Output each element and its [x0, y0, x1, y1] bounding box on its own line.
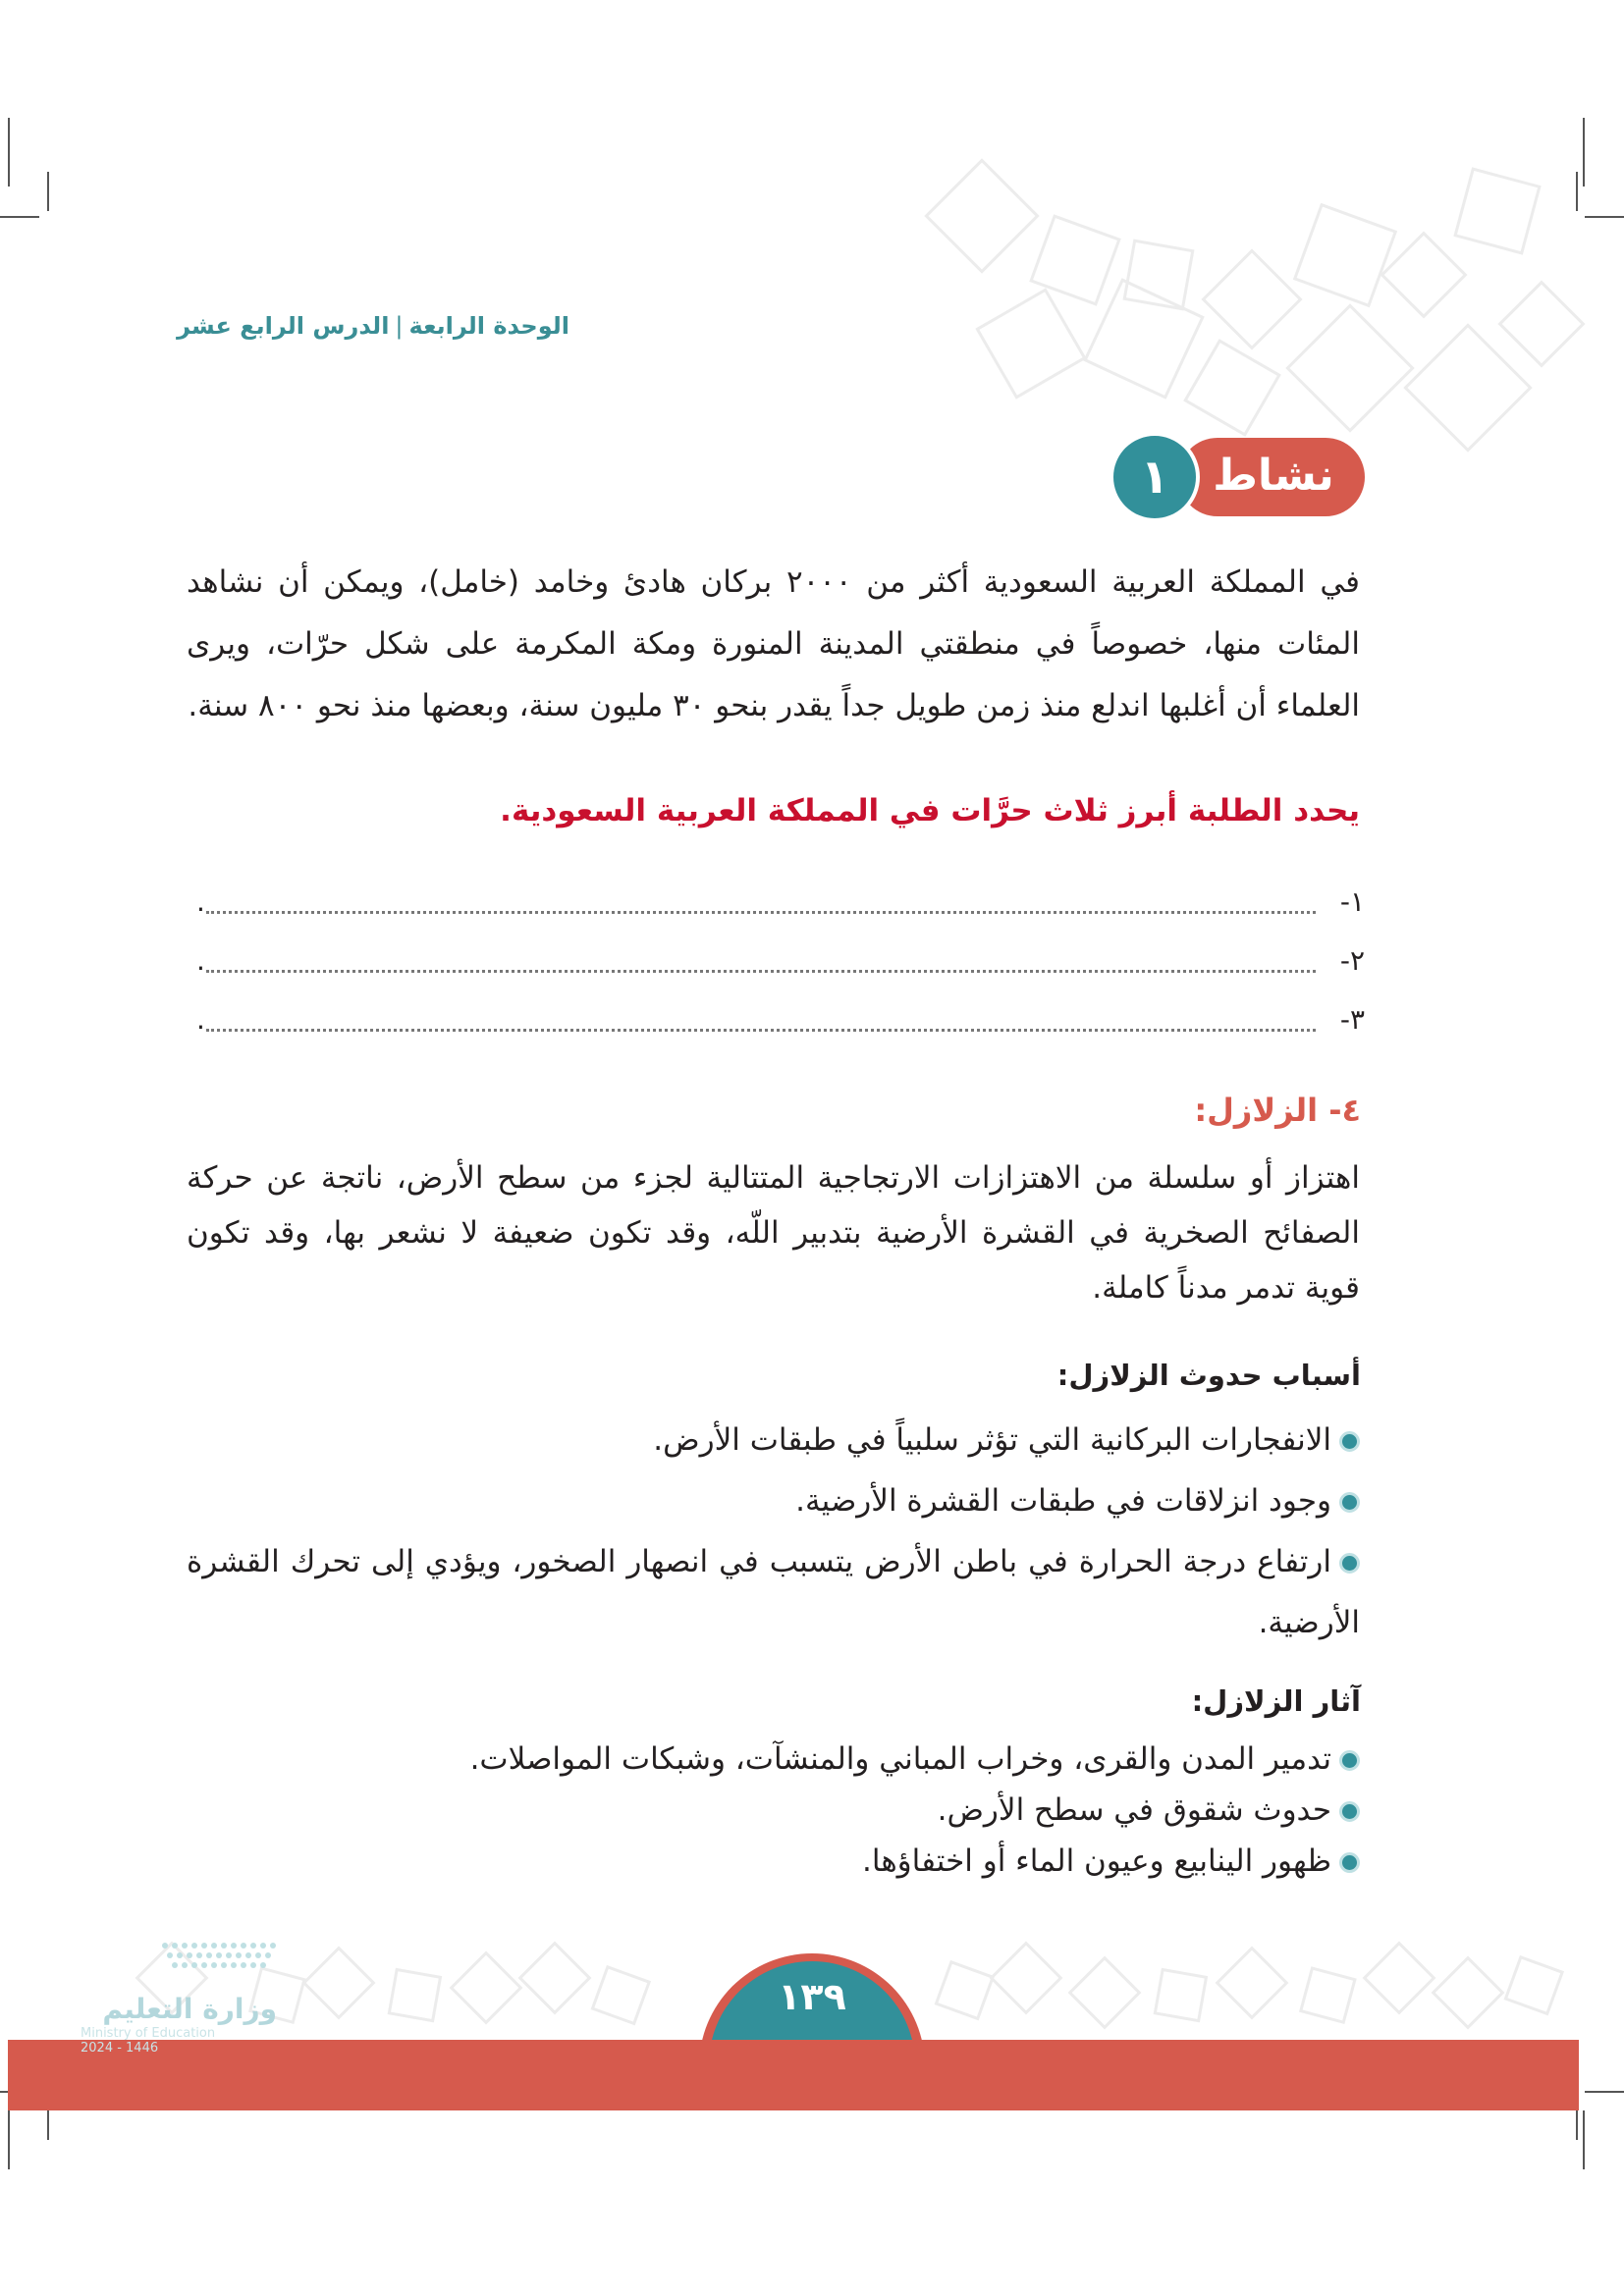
effect-text: تدمير المدن والقرى، وخراب المباني والمنشآت، وشبكات المواصلات.: [469, 1741, 1331, 1777]
breadcrumb-lesson: الدرس الرابع عشر: [177, 312, 390, 340]
crop-mark: [1583, 118, 1585, 187]
crop-mark: [8, 118, 10, 187]
answer-number: ٢-: [1339, 944, 1365, 977]
activity-label: نشاط: [1213, 451, 1334, 501]
ministry-logo-subtext: Ministry of Education 2024 - 1446: [81, 2026, 216, 2056]
bullet-icon: [1339, 1553, 1360, 1574]
breadcrumb-separator: |: [395, 312, 404, 340]
crop-mark: [47, 172, 49, 211]
breadcrumb: [177, 312, 569, 340]
cause-text: الانفجارات البركانية التي تؤثر سلبياً في طبقات الأرض.: [653, 1422, 1331, 1458]
effect-item: [187, 1836, 1360, 1887]
cause-item: [187, 1470, 1360, 1531]
effect-item: [187, 1734, 1360, 1785]
bullet-icon: [1339, 1431, 1360, 1452]
crop-mark: [0, 216, 39, 218]
cause-item: [187, 1531, 1360, 1653]
ministry-logo-text: وزارة التعليم: [102, 1993, 277, 2025]
dotted-line: [206, 1029, 1316, 1032]
cause-text: ارتفاع درجة الحرارة في باطن الأرض يتسبب في انصهار الصخور، ويؤدي إلى تحرك القشرة الأرضية.: [187, 1544, 1360, 1640]
page-number: ١٣٩: [778, 1975, 846, 2018]
effect-text: ظهور الينابيع وعيون الماء أو اختفاؤها.: [862, 1843, 1331, 1879]
intro-paragraph: في المملكة العربية السعودية أكثر من ٢٠٠٠ بركان هادئ وخامد (خامل)، ويمكن أن نشاهد المئات منها، خصوصاً في منطقتي المدينة المنورة ومكة المكرمة على شكل حرّات، ويرى العلماء أن أغلبها اندلع منذ زمن طويل جداً يقدر بنحو ٣٠ مليون سنة، وبعضها منذ نحو ٨٠٠ سنة.: [187, 564, 1360, 723]
cause-item: [187, 1410, 1360, 1470]
answer-end: .: [196, 885, 205, 918]
dotted-line: [206, 911, 1316, 914]
bullet-icon: [1339, 1750, 1360, 1771]
crop-mark: [1583, 2110, 1585, 2169]
crop-mark: [8, 2110, 10, 2169]
effects-heading: آثار الزلازل:: [1191, 1684, 1361, 1718]
section-heading-earthquakes: ٤- الزلازل:: [1194, 1092, 1361, 1129]
effect-item: [187, 1785, 1360, 1836]
bullet-icon: [1339, 1852, 1360, 1873]
crop-mark: [1576, 172, 1578, 211]
earthquake-definition: اهتزاز أو سلسلة من الاهتزازات الارتجاجية المتتالية لجزء من سطح الأرض، ناتجة عن حركة الصفائح الصخرية في القشرة الأرضية بتدبير اللّه، وقد تكون ضعيفة لا نشعر بها، وقد تكون قوية تدمر مدناً كاملة.: [187, 1160, 1360, 1306]
answer-number: ١-: [1339, 885, 1365, 918]
crop-mark: [1585, 2091, 1624, 2093]
bullet-icon: [1339, 1492, 1360, 1513]
effect-text: حدوث شقوق في سطح الأرض.: [937, 1792, 1331, 1828]
answer-line-3[interactable]: [196, 1003, 1365, 1042]
answer-line-2[interactable]: [196, 944, 1365, 984]
cause-text: وجود انزلاقات في طبقات القشرة الأرضية.: [795, 1483, 1331, 1519]
answer-end: .: [196, 1003, 205, 1036]
answer-number: ٣-: [1339, 1003, 1365, 1036]
causes-heading: أسباب حدوث الزلازل:: [1056, 1359, 1361, 1392]
answer-end: .: [196, 944, 205, 977]
breadcrumb-unit: الوحدة الرابعة: [408, 312, 569, 340]
activity-task: يحدد الطلبة أبرز ثلاث حرَّات في المملكة العربية السعودية.: [500, 793, 1360, 828]
answer-line-1[interactable]: [196, 885, 1365, 925]
bullet-icon: [1339, 1801, 1360, 1822]
activity-number: ١: [1110, 432, 1200, 522]
crop-mark: [1585, 216, 1624, 218]
dotted-line: [206, 970, 1316, 973]
